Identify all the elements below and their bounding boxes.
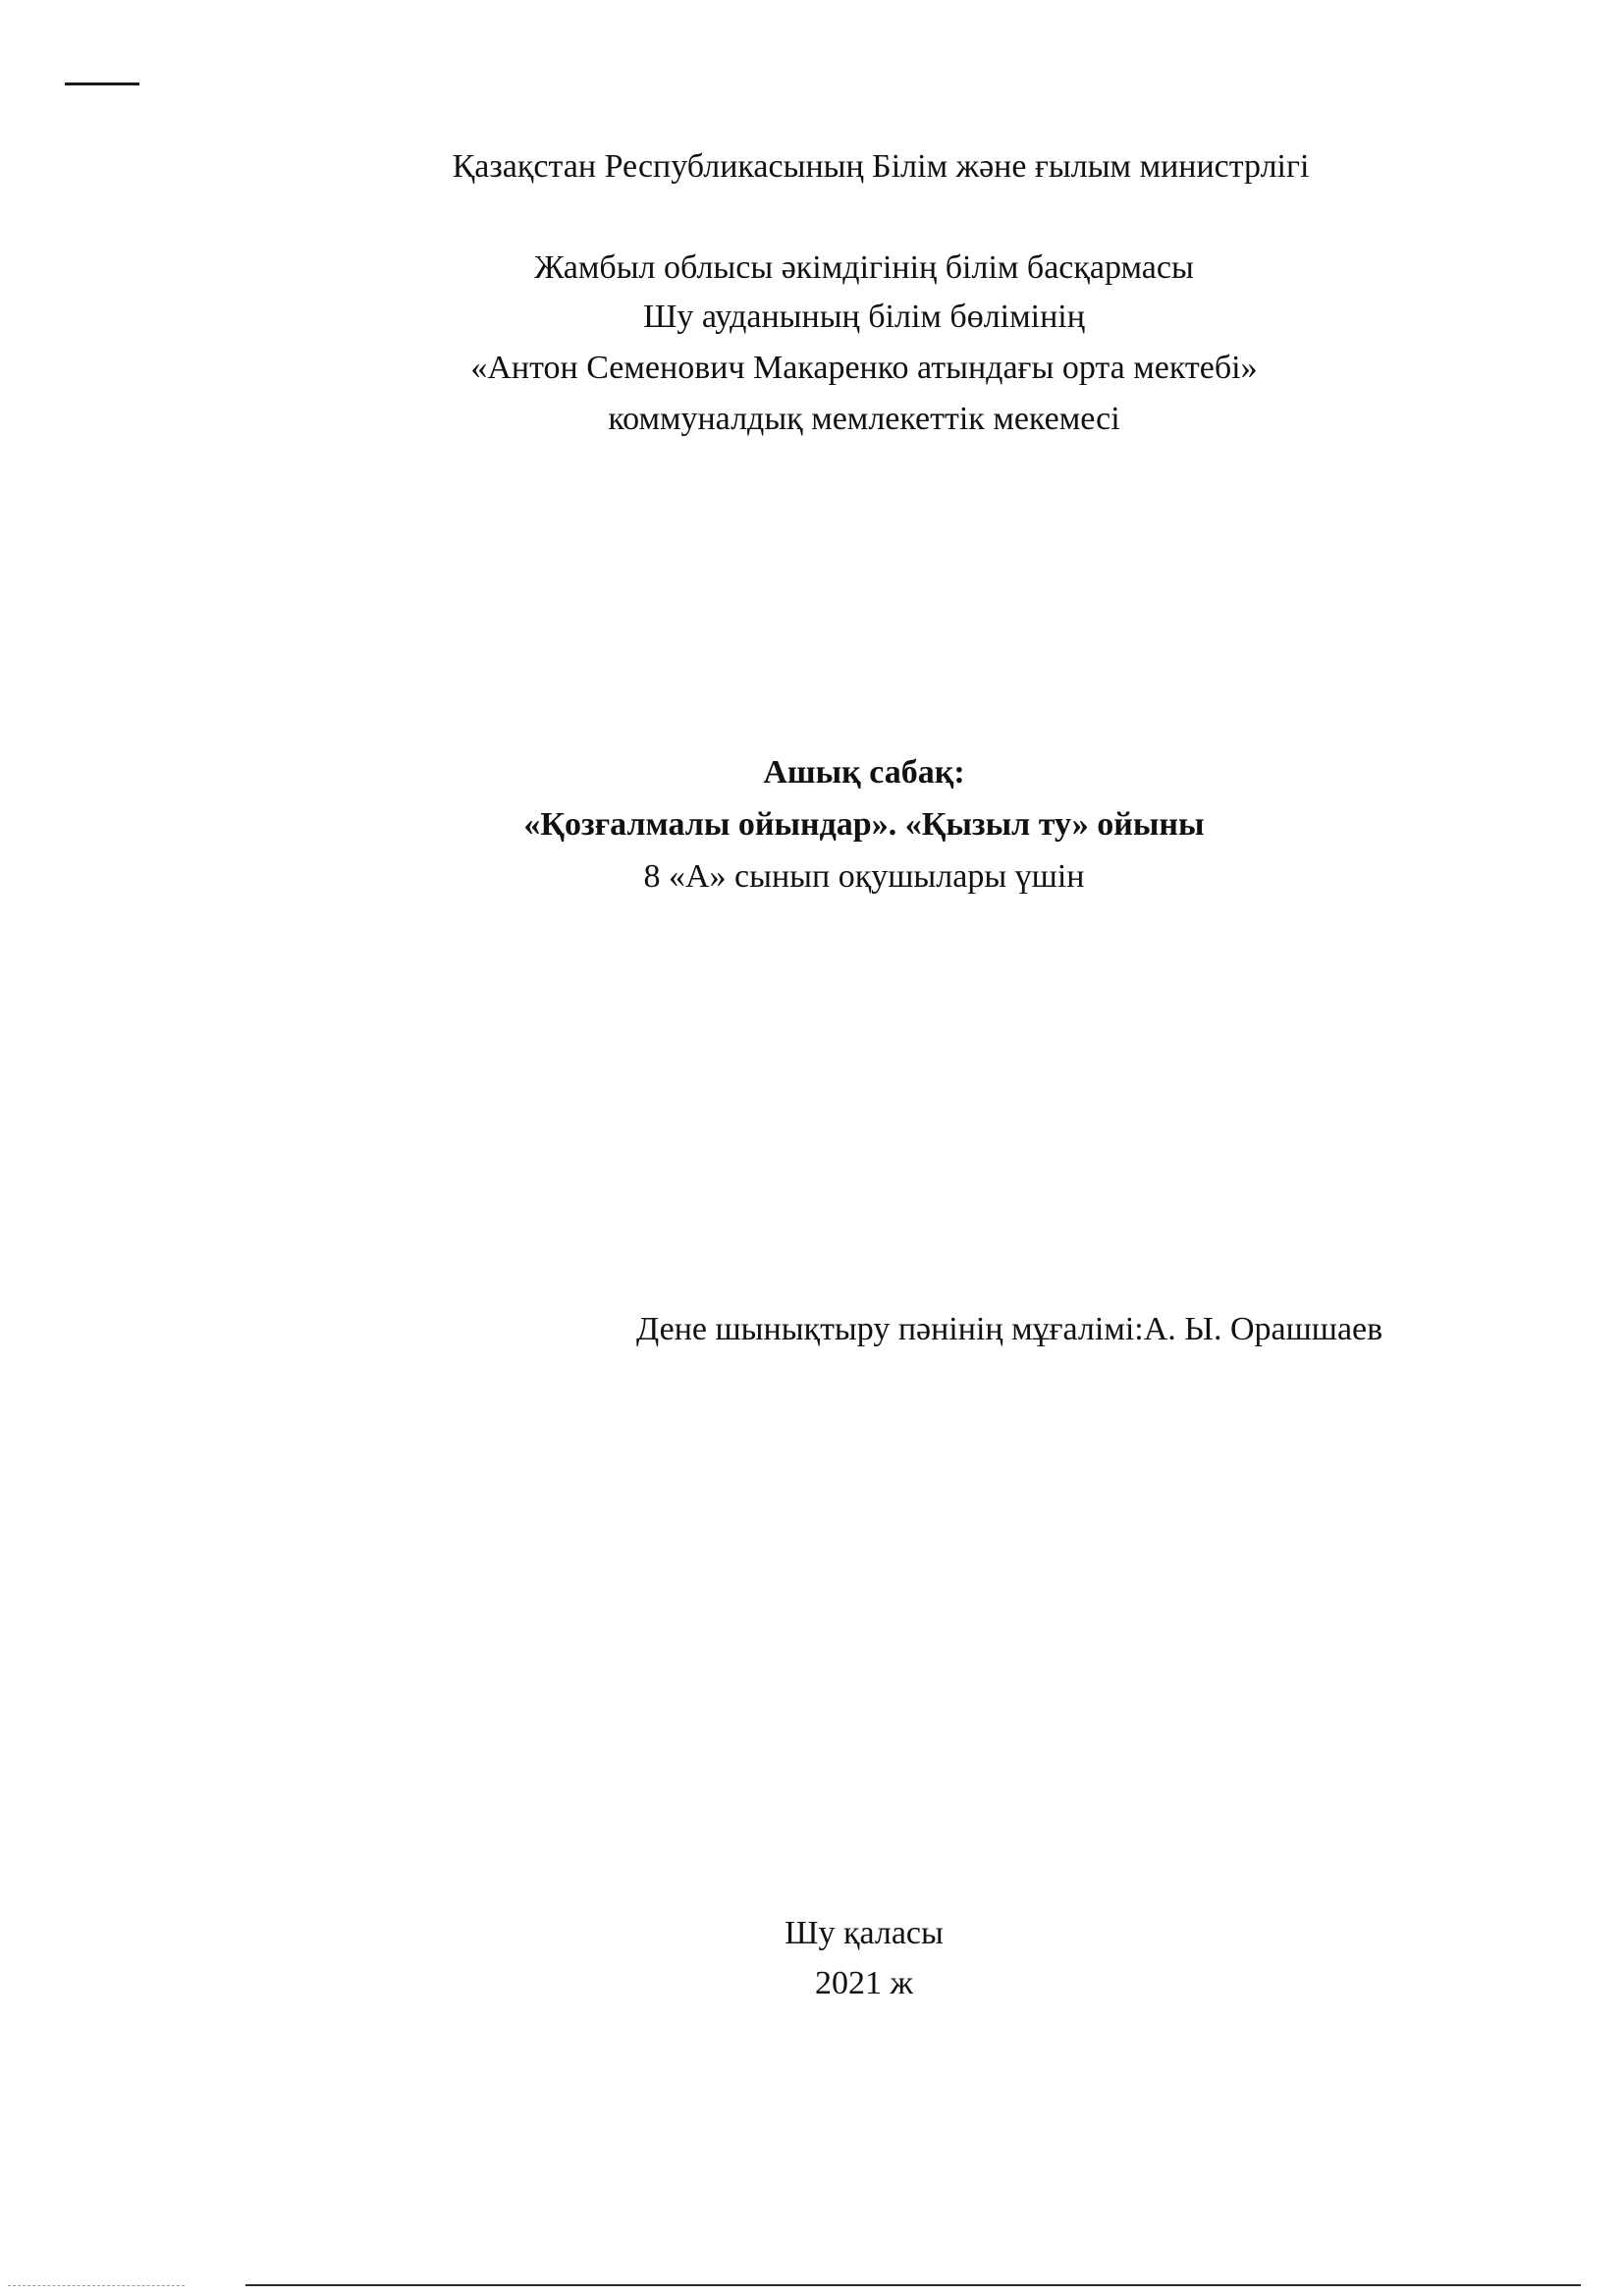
lesson-label: Ашық сабақ:	[763, 754, 965, 791]
lesson-audience: 8 «А» сынып оқушылары үшін	[643, 858, 1085, 895]
organization-line: Жамбыл облысы әкімдігінің білім басқармасы	[534, 249, 1194, 286]
scan-edge-line	[245, 2284, 1581, 2286]
organization-line: коммуналдық мемлекеттік мекемесі	[608, 401, 1120, 437]
scan-edge-mark	[8, 2285, 185, 2287]
organization-line: «Антон Семенович Макаренко атындағы орта мектебі»	[470, 350, 1258, 386]
lesson-title: «Қозғалмалы ойындар». «Қызыл ту» ойыны	[523, 806, 1205, 843]
organization-line: Шу ауданының білім бөлімінің	[643, 299, 1085, 335]
city: Шу қаласы	[785, 1915, 944, 1951]
year: 2021 ж	[815, 1965, 913, 2001]
ministry-title: Қазақстан Республикасының Білім және ғылым министрлігі	[452, 148, 1310, 185]
scan-mark	[65, 82, 139, 85]
teacher-line: Дене шынықтыру пәнінің мұғалімі:А. Ы. Орашшаев	[636, 1311, 1383, 1347]
